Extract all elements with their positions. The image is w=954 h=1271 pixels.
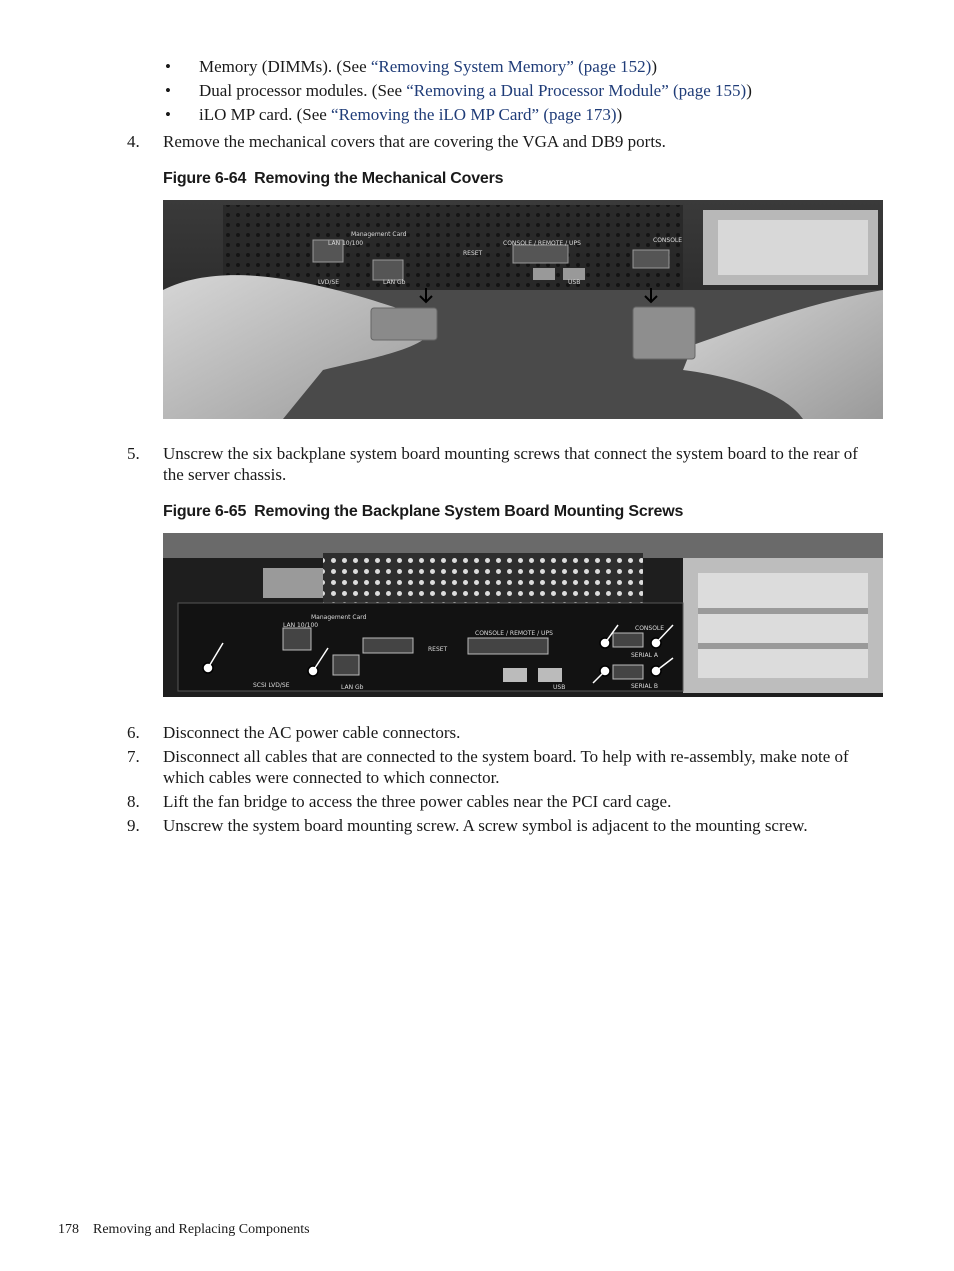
- bullet-glyph: •: [165, 105, 171, 124]
- step-text: Remove the mechanical covers that are covering the VGA and DB9 ports.: [163, 132, 666, 151]
- bullet-glyph: •: [165, 81, 171, 100]
- step-9: [0, 815, 954, 859]
- panel-label-console-remote-ups: CONSOLE / REMOTE / UPS: [503, 240, 581, 247]
- panel-label-usb: USB: [568, 279, 581, 286]
- panel-label-console-remote-ups: CONSOLE / REMOTE / UPS: [475, 630, 553, 637]
- link-removing-system-memory[interactable]: “Removing System Memory” (page 152): [370, 57, 652, 76]
- step-7: [0, 746, 954, 790]
- step-4: [0, 131, 954, 153]
- figure-label: Figure 6-64: [163, 170, 247, 187]
- figure-label: Figure 6-65: [163, 503, 247, 520]
- step-text: Unscrew the six backplane system board mounting screws that connect the system board to the rear of the server chassis.: [163, 444, 858, 484]
- panel-label-usb: USB: [553, 684, 566, 691]
- figure-title: Removing the Mechanical Covers: [254, 170, 504, 187]
- figure-image-backplane-screws: [163, 533, 883, 697]
- bullet-glyph: •: [165, 57, 171, 76]
- panel-label-management-card: Management Card: [311, 614, 367, 621]
- panel-label-reset: RESET: [463, 250, 483, 257]
- step-6: [0, 722, 954, 744]
- step-text: Disconnect all cables that are connected to the system board. To help with re-assembly, make note of which cables were connected to which connector.: [163, 747, 849, 787]
- step-number: 4.: [127, 132, 140, 151]
- panel-label-management-card: Management Card: [351, 231, 407, 238]
- figure-caption-6-64: [163, 170, 503, 188]
- link-removing-dual-processor-module[interactable]: “Removing a Dual Processor Module” (page 155): [406, 81, 747, 100]
- step-text: Lift the fan bridge to access the three power cables near the PCI card cage.: [163, 792, 672, 811]
- panel-label-reset: RESET: [428, 646, 448, 653]
- panel-label-scsi-lvd-se: SCSI LVD/SE: [253, 682, 290, 689]
- page-footer: [58, 1222, 310, 1238]
- step-number: 9.: [127, 816, 140, 835]
- panel-label-lan-gb: LAN Gb: [383, 279, 406, 286]
- panel-label-lan-gb: LAN Gb: [341, 684, 364, 691]
- step-text: Disconnect the AC power cable connectors.: [163, 723, 461, 742]
- figure-image-mechanical-covers: [163, 200, 883, 419]
- panel-label-lan-10-100: LAN 10/100: [328, 240, 364, 247]
- step-text: Unscrew the system board mounting screw. A screw symbol is adjacent to the mounting screw.: [163, 816, 808, 835]
- panel-label-lan-10-100: LAN 10/100: [283, 622, 319, 629]
- footer-section-title: Removing and Replacing Components: [93, 1222, 310, 1237]
- step-number: 7.: [127, 747, 140, 766]
- panel-label-console: CONSOLE: [653, 237, 683, 244]
- figure-title: Removing the Backplane System Board Mounting Screws: [254, 503, 684, 520]
- bullet-text: Dual processor modules. (See: [199, 81, 407, 100]
- panel-label-lvd-se: LVD/SE: [318, 279, 340, 286]
- bullet-suffix: ): [651, 57, 657, 76]
- step-5: [0, 443, 954, 487]
- page-number: 178: [58, 1222, 79, 1237]
- step-number: 5.: [127, 444, 140, 463]
- step-number: 6.: [127, 723, 140, 742]
- panel-label-serial-a: SERIAL A: [631, 652, 658, 659]
- bullet-suffix: ): [746, 81, 752, 100]
- link-removing-ilo-mp-card[interactable]: “Removing the iLO MP Card” (page 173): [331, 105, 617, 124]
- step-number: 8.: [127, 792, 140, 811]
- bullet-text: Memory (DIMMs). (See: [199, 57, 371, 76]
- bullet-suffix: ): [616, 105, 623, 124]
- figure-caption-6-65: [163, 503, 683, 521]
- panel-label-console: CONSOLE: [635, 625, 665, 632]
- panel-label-serial-b: SERIAL B: [631, 683, 659, 690]
- step-8: [0, 791, 954, 813]
- bullet-text: iLO MP card. (See: [199, 105, 332, 124]
